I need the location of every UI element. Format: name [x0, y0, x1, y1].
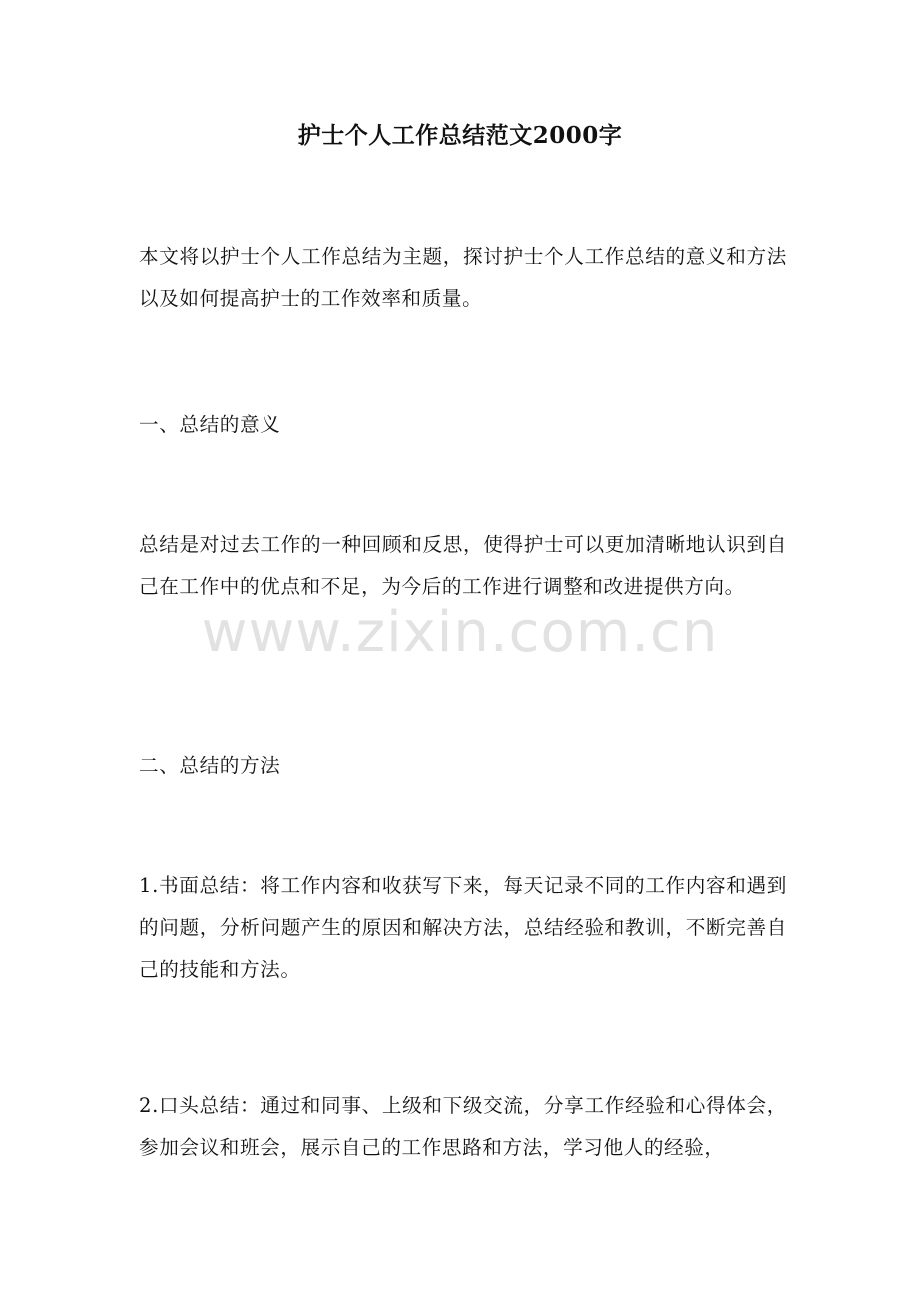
method-item-oral: 2.口头总结：通过和同事、上级和下级交流，分享工作经验和心得体会，参加会议和班会，展示自己的工作思路和方法，学习他人的经验， — [139, 1094, 787, 1159]
watermark: www.zixin.com.cn — [201, 600, 719, 665]
section-heading-meaning: 一、总结的意义 — [139, 413, 281, 436]
section-heading-methods: 二、总结的方法 — [139, 754, 281, 777]
section-meaning-paragraph: 总结是对过去工作的一种回顾和反思，使得护士可以更加清晰地认识到自己在工作中的优点和不足，为今后的工作进行调整和改进提供方向。 — [139, 533, 787, 598]
document-title: 护士个人工作总结范文2000字 — [297, 122, 623, 149]
method-item-written: 1.书面总结：将工作内容和收获写下来，每天记录不同的工作内容和遇到的问题，分析问题产生的原因和解决方法，总结经验和教训，不断完善自己的技能和方法。 — [139, 874, 787, 981]
intro-paragraph: 本文将以护士个人工作总结为主题，探讨护士个人工作总结的意义和方法以及如何提高护士的工作效率和质量。 — [139, 245, 787, 310]
